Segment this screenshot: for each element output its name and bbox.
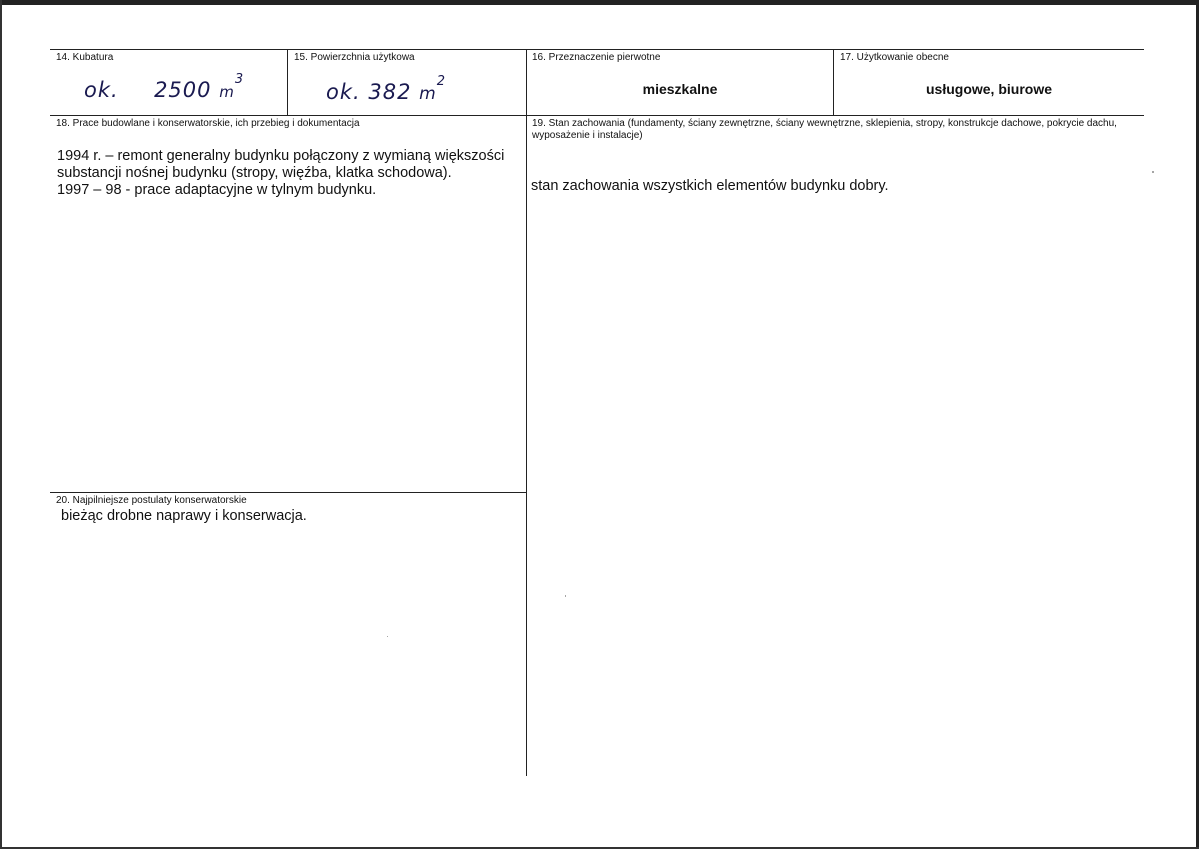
section-20-text: bieżąc drobne naprawy i konserwacja. [61,508,307,524]
field-14-label: 14. Kubatura [56,52,114,63]
field-17-label: 17. Użytkowanie obecne [840,52,949,63]
powierzchnia-number: 382 [368,80,412,104]
kubatura-unit: m [219,83,235,101]
kubatura-prefix: ok. [84,78,119,102]
scan-edge-left [0,0,2,849]
section-19-label-text: 19. Stan zachowania (fundamenty, ściany zewnętrzne, ściany wewnętrzne, sklepienia, stropy, konstrukcje dachowe, pokrycie dachu, wyposażenie i instalacje) [532,118,1117,141]
powierzchnia-prefix: ok. [326,80,361,104]
scan-edge-top [0,0,1199,5]
field-15-label: 15. Powierzchnia użytkowa [294,52,415,63]
field-15-handwritten-value [326,74,446,104]
kubatura-number: 2500 [154,78,212,102]
main-column-divider [526,49,527,776]
powierzchnia-exponent: 2 [436,74,446,89]
section-19-text: stan zachowania wszystkich elementów budynku dobry. [531,178,889,194]
scan-speck [1152,171,1154,173]
header-bottom-line [50,115,1144,116]
section-18-label: 18. Prace budowlane i konserwatorskie, ich przebieg i dokumentacja [56,118,360,129]
field-14-handwritten-value [84,72,245,102]
section-19-label [532,118,1142,142]
section-18-text: 1994 r. – remont generalny budynku połączony z wymianą większości substancji nośnej budynku (stropy, więźba, klatka schodowa). 1997 – 98 - prace adaptacyjne w tylnym budynku. [57,148,505,198]
section-20-label: 20. Najpilniejsze postulaty konserwatorskie [56,495,247,506]
field-17-value: usługowe, biurowe [925,81,1052,97]
section20-top-line [50,492,526,493]
scan-speck [565,595,566,597]
field-16-label: 16. Przeznaczenie pierwotne [532,52,661,63]
header-top-line [50,49,1144,50]
field-16-value: mieszkalne [642,81,718,97]
powierzchnia-unit: m [419,84,437,104]
scan-speck [387,636,388,637]
divider-14-15 [287,49,288,115]
kubatura-exponent: 3 [234,72,245,87]
